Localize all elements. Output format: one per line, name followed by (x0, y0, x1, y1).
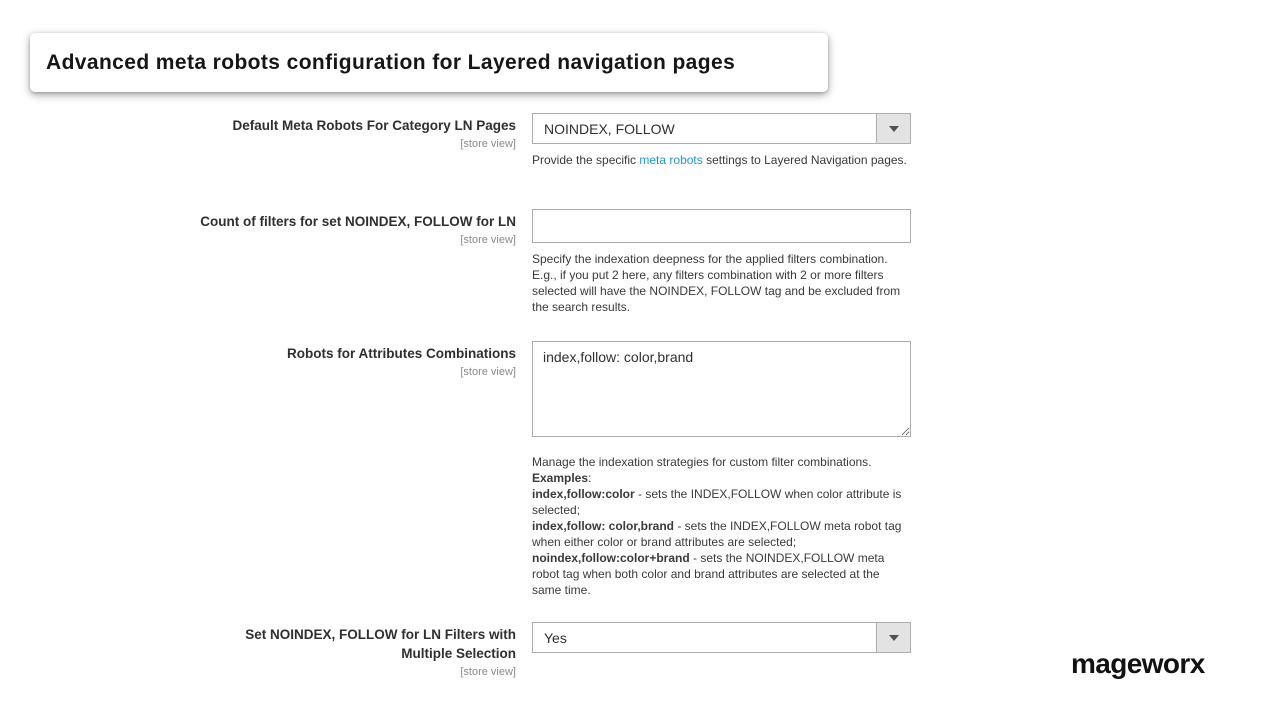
label-column (196, 113, 516, 151)
select-dropdown-button[interactable] (876, 114, 910, 143)
note-text: : (588, 471, 592, 485)
note-text: Manage the indexation strategies for custom filter combinations. (532, 455, 872, 469)
robots-combinations-textarea[interactable] (532, 341, 911, 437)
scope-label: [store view] (460, 234, 516, 246)
example-desc: - sets the INDEX,FOLLOW when color attribute is selected; (532, 487, 902, 517)
label-column (196, 341, 516, 379)
title-banner (30, 33, 828, 92)
mageworx-logo: mageworx (1071, 648, 1205, 679)
field-note-filters-count: Specify the indexation deepness for the applied filters combination. E.g., if you put 2 here, any filters combination with 2 or more filters selected will have the NOINDEX, FOLLOW tag and be excluded from the search results. (532, 252, 901, 314)
scope-label: [store view] (460, 138, 516, 150)
control-column (532, 341, 911, 598)
page-title: Advanced meta robots configuration for Layered navigation pages (46, 50, 736, 74)
field-label-robots-combinations: Robots for Attributes Combinations (287, 346, 516, 361)
scope-label: [store view] (460, 666, 516, 678)
label-column (196, 209, 516, 247)
note-text: Provide the specific (532, 153, 640, 167)
field-note-robots-combinations (532, 454, 911, 598)
note-text: settings to Layered Navigation pages. (702, 153, 907, 167)
control-column (532, 622, 911, 653)
example-desc: - sets the NOINDEX,FOLLOW meta robot tag when both color and brand attributes are selected at the same time. (532, 551, 885, 597)
example-desc: - sets the INDEX,FOLLOW meta robot tag when either color or brand attributes are selected; (532, 519, 902, 549)
note-line-example-1 (532, 486, 911, 518)
select-value: Yes (544, 629, 567, 646)
select-dropdown-button[interactable] (876, 623, 910, 652)
field-label-multiple-selection: Set NOINDEX, FOLLOW for LN Filters with Multiple Selection (245, 627, 516, 661)
note-line-example-3 (532, 550, 911, 598)
control-column (532, 113, 911, 168)
examples-heading: Examples (532, 471, 589, 485)
select-value: NOINDEX, FOLLOW (544, 120, 675, 137)
scope-label: [store view] (460, 366, 516, 378)
meta-robots-link[interactable]: meta robots (639, 153, 703, 167)
field-label-default-meta-robots: Default Meta Robots For Category LN Pages (232, 118, 516, 133)
control-column (532, 209, 911, 315)
field-note-default-meta-robots (532, 152, 911, 168)
multiple-selection-select[interactable] (532, 622, 911, 653)
default-meta-robots-select[interactable] (532, 113, 911, 144)
caret-down-icon (889, 635, 899, 641)
note-line-intro (532, 454, 911, 470)
note-line-examples-heading (532, 470, 911, 486)
caret-down-icon (889, 126, 899, 132)
example-term: index,follow: color,brand (532, 519, 675, 533)
label-column (196, 622, 516, 679)
note-line-example-2 (532, 518, 911, 550)
filters-count-input[interactable] (532, 209, 911, 243)
example-term: index,follow:color (532, 487, 635, 501)
example-term: noindex,follow:color+brand (532, 551, 690, 565)
field-label-filters-count: Count of filters for set NOINDEX, FOLLOW for LN (200, 214, 516, 229)
